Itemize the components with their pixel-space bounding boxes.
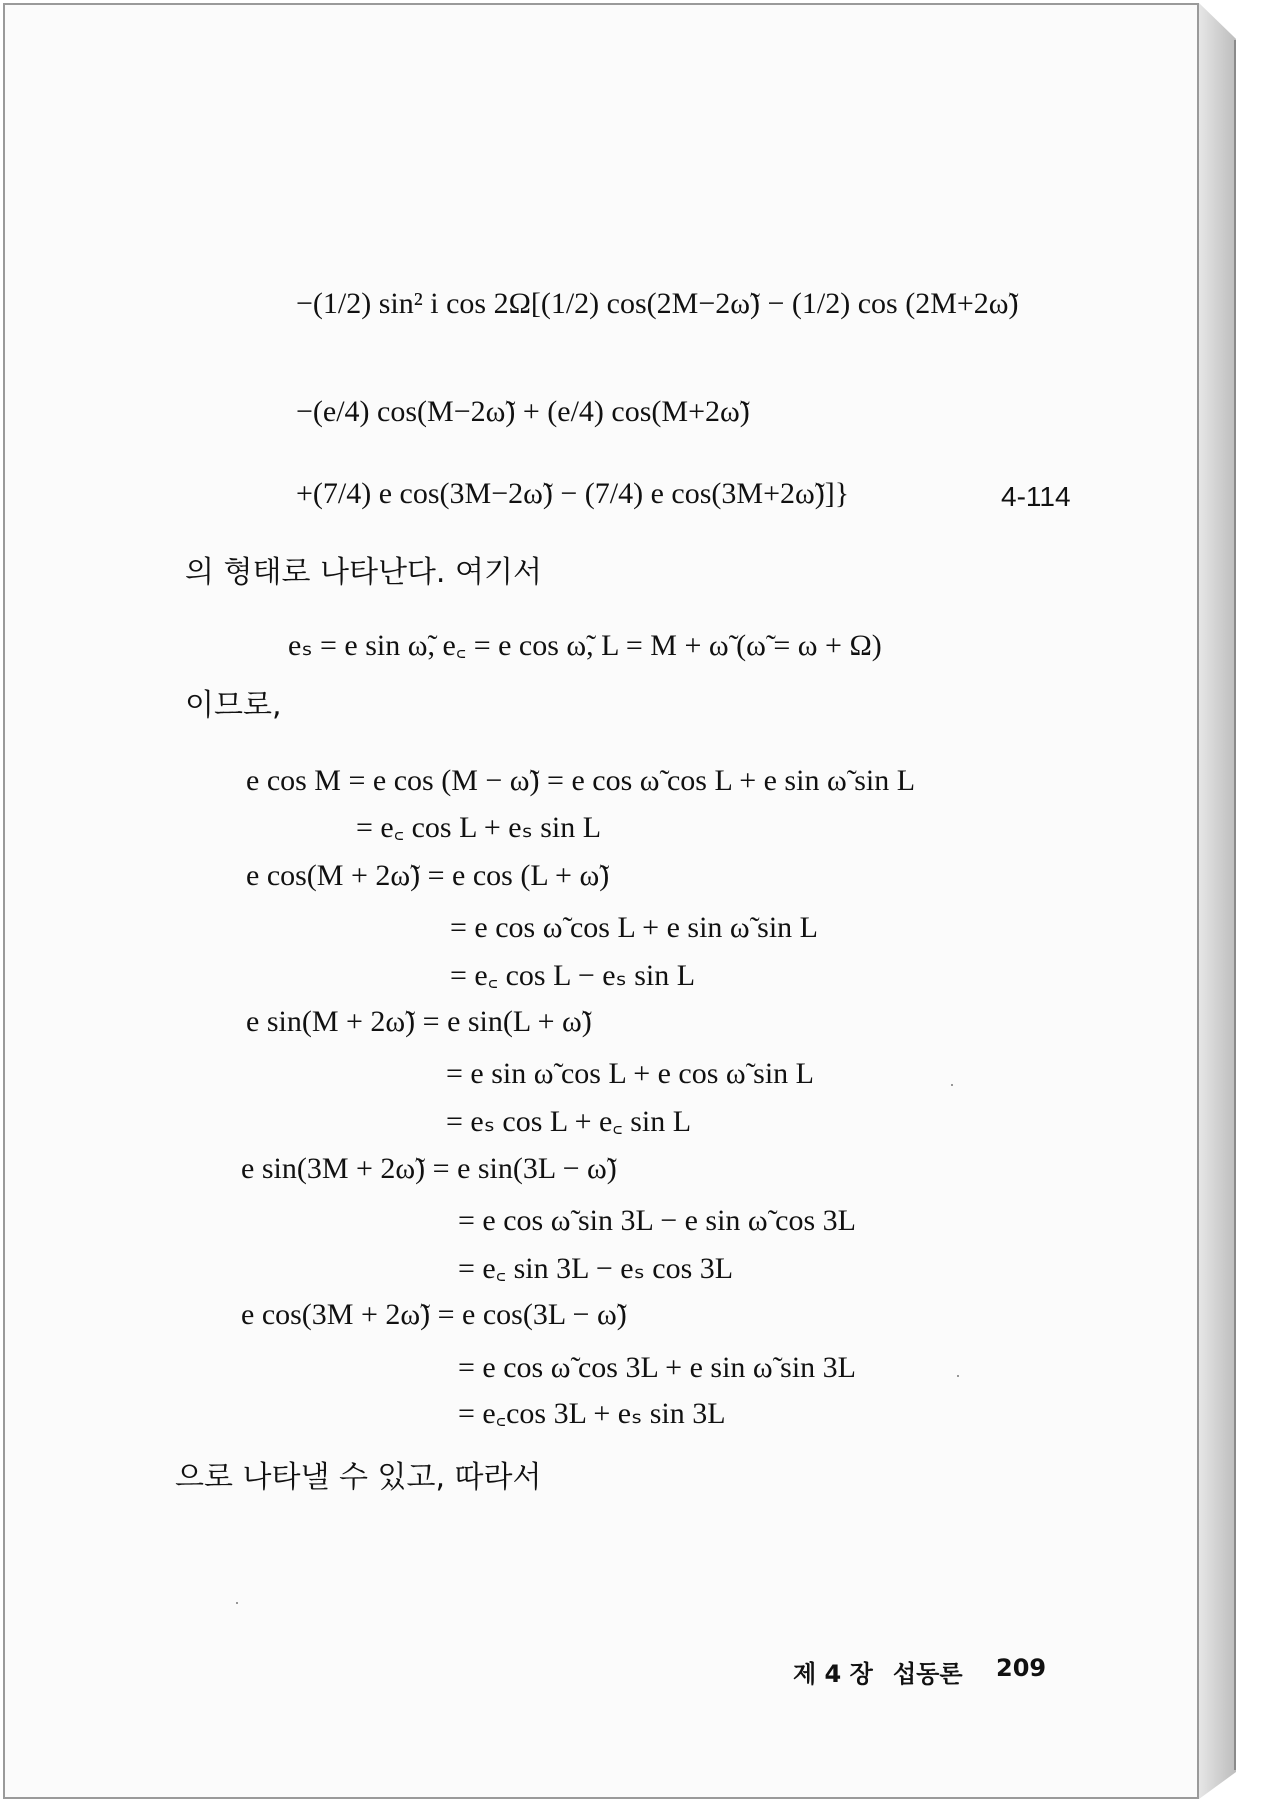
body-text-3: 으로 나타낼 수 있고, 따라서 xyxy=(175,1460,542,1495)
scan-speck xyxy=(236,1602,238,1604)
derivation-line-5: = e꜀ cos L − eₛ sin L xyxy=(450,959,696,992)
body-text-2: 이므로, xyxy=(185,688,282,723)
derivation-line-14: = e꜀cos 3L + eₛ sin 3L xyxy=(458,1397,726,1430)
derivation-line-2: = e꜀ cos L + eₛ sin L xyxy=(356,811,602,844)
scan-speck xyxy=(951,1084,953,1086)
footer-page-number: 209 xyxy=(996,1654,1047,1682)
book-page xyxy=(3,3,1199,1799)
formula-line-2: −(e/4) cos(M−2ω̃) + (e/4) cos(M+2ω̃) xyxy=(296,395,750,428)
footer-section: 섭동론 xyxy=(893,1660,963,1688)
derivation-line-12: e cos(3M + 2ω̃) = e cos(3L − ω̃) xyxy=(241,1298,627,1331)
equation-number: 4-114 xyxy=(1001,481,1071,512)
formula-line-1: −(1/2) sin² i cos 2Ω[(1/2) cos(2M−2ω̃) − (1/2) cos (2M+2ω̃) xyxy=(296,287,1019,320)
scan-speck xyxy=(957,1375,959,1377)
derivation-line-4: = e cos ω̃ cos L + e sin ω̃ sin L xyxy=(450,911,818,944)
derivation-line-3: e cos(M + 2ω̃) = e cos (L + ω̃) xyxy=(246,859,610,892)
derivation-line-1: e cos M = e cos (M − ω̃) = e cos ω̃ cos L + e sin ω̃ sin L xyxy=(246,764,916,797)
page-stack-shadow xyxy=(1234,40,1236,1770)
derivation-line-6: e sin(M + 2ω̃) = e sin(L + ω̃) xyxy=(246,1005,592,1038)
page-stack-edge xyxy=(1199,3,1236,1799)
formula-line-3: +(7/4) e cos(3M−2ω̃) − (7/4) e cos(3M+2ω̃)]} xyxy=(296,477,850,510)
body-text-1: 의 형태로 나타난다. 여기서 xyxy=(185,555,542,590)
derivation-line-11: = e꜀ sin 3L − eₛ cos 3L xyxy=(458,1252,734,1285)
definition-equation: eₛ = e sin ω̃, e꜀ = e cos ω̃, L = M + ω̃ (ω̃ = ω + Ω) xyxy=(288,629,882,662)
footer-chapter: 제 4 장 xyxy=(793,1660,873,1688)
derivation-line-8: = eₛ cos L + e꜀ sin L xyxy=(446,1105,692,1138)
derivation-line-9: e sin(3M + 2ω̃) = e sin(3L − ω̃) xyxy=(241,1152,617,1185)
derivation-line-10: = e cos ω̃ sin 3L − e sin ω̃ cos 3L xyxy=(458,1204,856,1237)
derivation-line-13: = e cos ω̃ cos 3L + e sin ω̃ sin 3L xyxy=(458,1351,856,1384)
derivation-line-7: = e sin ω̃ cos L + e cos ω̃ sin L xyxy=(446,1057,814,1090)
